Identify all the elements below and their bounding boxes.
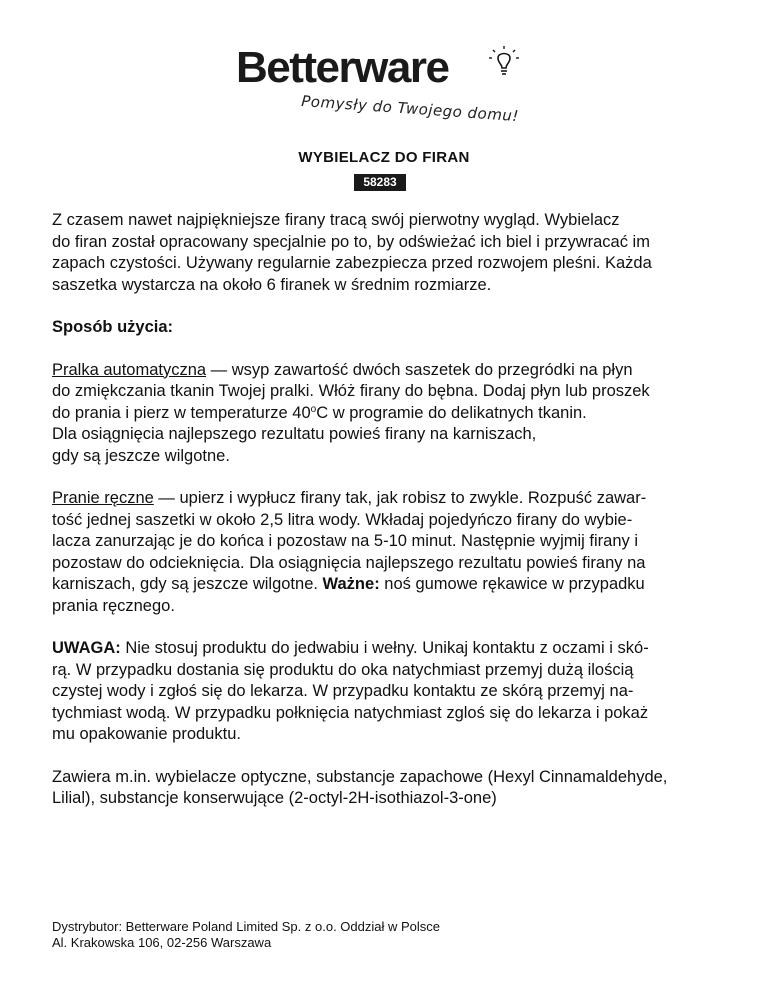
degree-mark: o — [310, 403, 317, 415]
brand-name: Betterware — [236, 43, 449, 92]
distributor-line: Dystrybutor: Betterware Poland Limited Sp. z o.o. Oddział w Polsce — [52, 919, 441, 934]
address-line: Al. Krakowska 106, 02-256 Warszawa — [52, 935, 272, 950]
product-description — [52, 210, 732, 831]
product-title: WYBIELACZ DO FIRAN — [298, 149, 470, 166]
hand-wash-paragraph: Pranie ręczne — upierz i wypłucz firany tak, jak robisz to zwykle. Rozpuść zawar- tość jednej saszetki w około 2,5 litra wody. Wkładaj pojedyńczo firany do wybie- lacza zanurzając je do końca i pozostaw na 5-10 minut. Następnie wyjmij firany i pozostaw do odcieknięcia. Dla osiągnięcia najlepszego rezultatu powieś firany na karniszach, gdy są jeszcze wilgotne. Ważne: noś gumowe rękawice w przypadku prania ręcznego. — [52, 489, 647, 615]
usage-heading: Sposób użycia: — [52, 318, 174, 336]
brand-logo — [232, 40, 532, 140]
machine-wash-paragraph: Pralka automatyczna — wsyp zawartość dwóch saszetek do przegródki na płyn do zmiękczania tkanin Twojej pralki. Włóż firany do bębna. Dodaj płyn lub proszek do prania i pierz w temperaturze 40$^o$C w programie do delikatnych tkanin. Dla osiągnięcia najlepszego rezultatu powieś firany na karniszach, gdy są jeszcze wilgotne. — [52, 360, 650, 465]
intro-paragraph: Z czasem nawet najpiękniejsze firany tracą swój pierwotny wygląd. Wybielacz do firan został opracowany specjalnie po to, by odświeżać ich biel i przywracać im zapach czystości. Używany regularnie zabezpiecza przed rozwojem pleśni. Każda saszetka wystarcza na około 6 firanek w średnim rozmiarze. — [52, 211, 652, 294]
hand-wash-label: Pranie ręczne — [52, 489, 154, 507]
machine-wash-label: Pralka automatyczna — [52, 360, 207, 379]
lightbulb-icon — [484, 44, 524, 84]
distributor-footer — [52, 919, 440, 951]
important-label: Ważne: — [322, 575, 380, 593]
ingredients-paragraph: Zawiera m.in. wybielacze optyczne, substancje zapachowe (Hexyl Cinnamaldehyde, Lilial), substancje konserwujące (2-octyl-2H-isothiazol-3-one) — [52, 767, 668, 807]
brand-tagline: Pomysły do Twojego domu! — [300, 92, 520, 126]
warning-label: UWAGA: — [52, 639, 121, 657]
warning-paragraph: UWAGA: Nie stosuj produktu do jedwabiu i wełny. Unikaj kontaktu z oczami i skó- rą. W przypadku dostania się produktu do oka natychmiast przemyj dużą ilością czystej wody i zgłoś się do lekarza. W przypadku kontaktu ze skórą przemyj na- tychmiast wodą. W przypadku połknięcia natychmiast zgloś się do lekarza i pokaż mu opakowanie produktu. — [52, 639, 649, 743]
product-code-badge: 58283 — [354, 174, 406, 191]
